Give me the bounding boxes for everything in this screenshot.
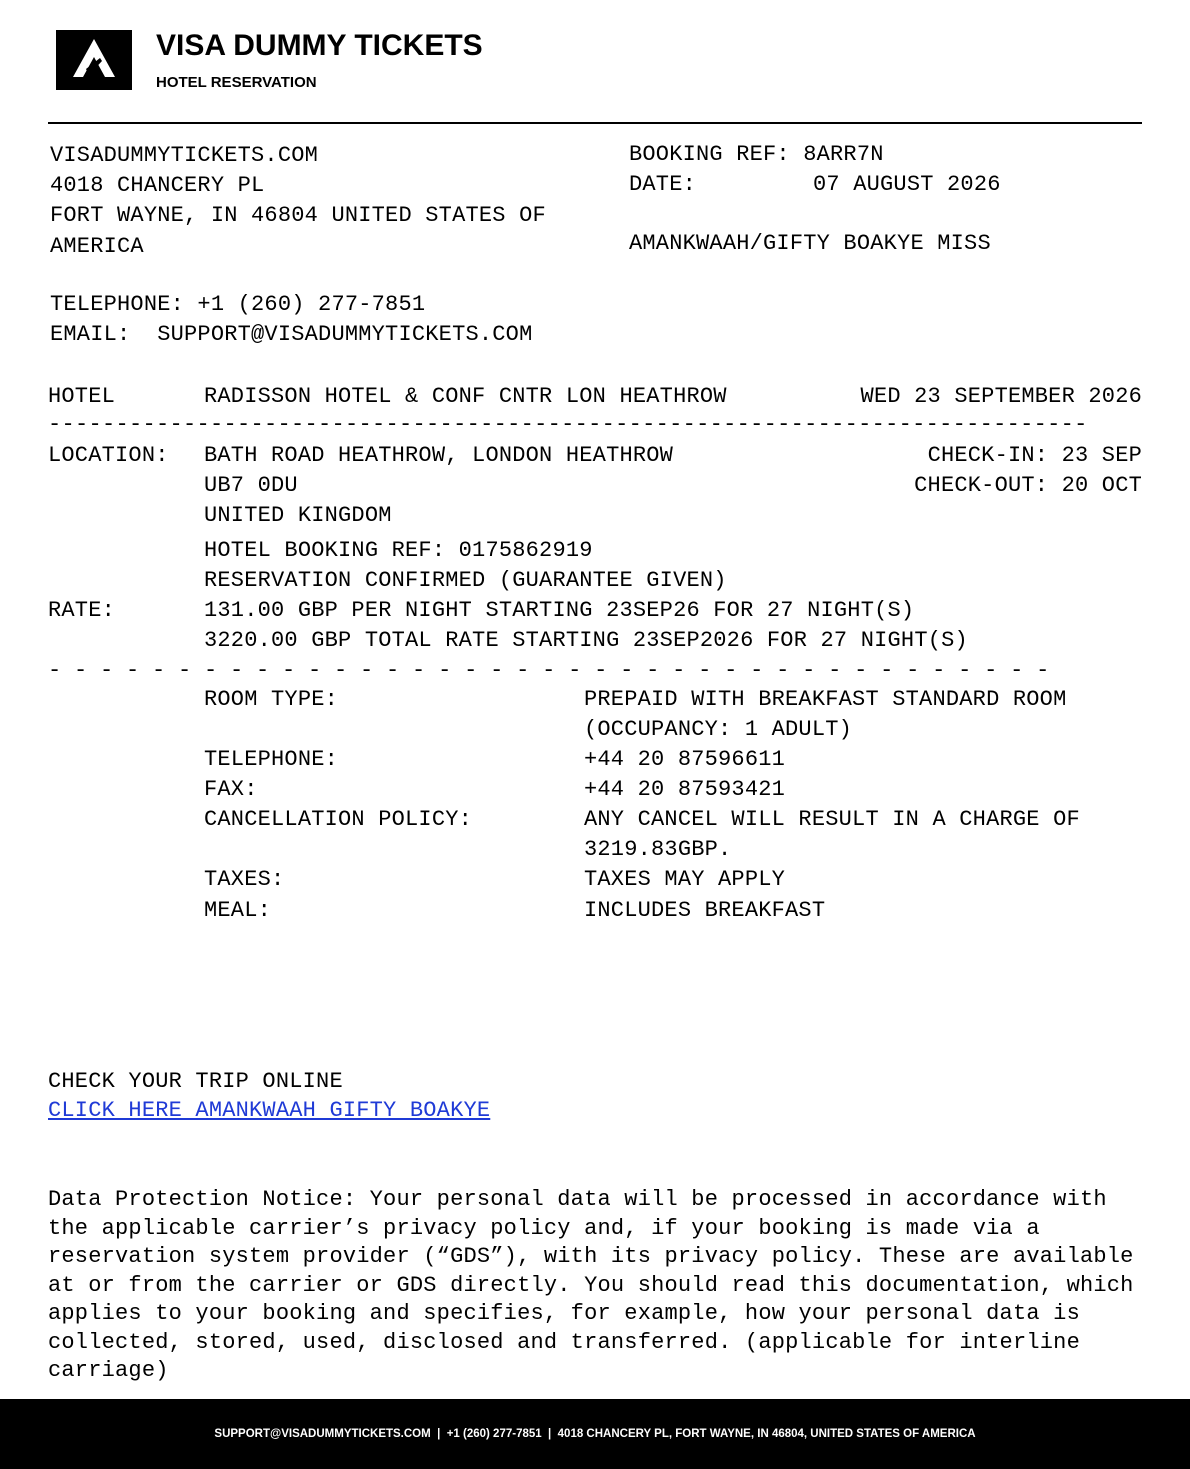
hotel-label: HOTEL: [48, 384, 116, 409]
hotel-divider: -----------------------------------------------------------------------------: [48, 412, 1088, 437]
agency-telephone: TELEPHONE: +1 (260) 277-7851: [50, 292, 426, 317]
header-divider: [48, 122, 1142, 124]
meal-label: MEAL:: [204, 898, 272, 923]
location-line3: UNITED KINGDOM: [204, 503, 392, 528]
meal-value: INCLUDES BREAKFAST: [584, 898, 826, 923]
cancellation-value: ANY CANCEL WILL RESULT IN A CHARGE OF: [584, 807, 1080, 832]
hotel-fax-label: FAX:: [204, 777, 258, 802]
booking-ref: BOOKING REF: 8ARR7N: [629, 142, 884, 167]
document-subtitle: HOTEL RESERVATION: [156, 74, 317, 91]
taxes-value: TAXES MAY APPLY: [584, 867, 786, 892]
hotel-date: WED 23 SEPTEMBER 2026: [860, 384, 1142, 409]
mountain-logo-icon: [56, 30, 132, 90]
cancellation-label: CANCELLATION POLICY:: [204, 807, 473, 832]
hotel-telephone-value: +44 20 87596611: [584, 747, 786, 772]
brand-logo: [56, 30, 132, 90]
check-in: CHECK-IN: 23 SEP: [927, 443, 1142, 468]
brand-title: VISA DUMMY TICKETS: [156, 29, 483, 62]
hotel-booking-ref: HOTEL BOOKING REF: 0175862919: [204, 538, 593, 563]
hotel-telephone-label: TELEPHONE:: [204, 747, 339, 772]
dashed-divider: - - - - - - - - - - - - - - - - - - - - - - - - - - - - - - - - - - - - - - -: [48, 658, 1050, 683]
agency-name: VISADUMMYTICKETS.COM: [50, 143, 319, 168]
cancellation-charge: 3219.83GBP.: [584, 837, 732, 862]
rate-total: 3220.00 GBP TOTAL RATE STARTING 23SEP2026 FOR 27 NIGHT(S): [204, 628, 968, 653]
agency-address-line1: 4018 CHANCERY PL: [50, 173, 265, 198]
location-label: LOCATION:: [48, 443, 169, 468]
room-occupancy: (OCCUPANCY: 1 ADULT): [584, 717, 853, 742]
agency-address-line2: FORT WAYNE, IN 46804 UNITED STATES OF: [50, 203, 546, 228]
agency-address-line3: AMERICA: [50, 234, 144, 259]
rate-label: RATE:: [48, 598, 116, 623]
room-type-label: ROOM TYPE:: [204, 687, 339, 712]
page-footer: [0, 1399, 1190, 1469]
check-out: CHECK-OUT: 20 OCT: [914, 473, 1142, 498]
hotel-fax-value: +44 20 87593421: [584, 777, 786, 802]
passenger-name: AMANKWAAH/GIFTY BOAKYE MISS: [629, 231, 991, 256]
footer-contact: SUPPORT@VISADUMMYTICKETS.COM | +1 (260) 277-7851 | 4018 CHANCERY PL, FORT WAYNE, IN 46804, UNITED STATES OF AMERICA: [214, 1428, 976, 1440]
room-type-value: PREPAID WITH BREAKFAST STANDARD ROOM: [584, 687, 1067, 712]
data-protection-notice: Data Protection Notice: Your personal data will be processed in accordance with the applicable carrier’s privacy policy and, if your booking is made via a reservation system provider (“GDS”), with its privacy policy. These are available at or from the carrier or GDS directly. You should read this documentation, which applies to your booking and specifies, for example, how your personal data is collected, stored, used, disclosed and transferred. (applicable for interline carriage): [48, 1187, 1134, 1383]
booking-date-value: 07 AUGUST 2026: [813, 172, 1001, 197]
trip-online-link[interactable]: CLICK HERE AMANKWAAH GIFTY BOAKYE: [48, 1098, 491, 1123]
booking-date-label: DATE:: [629, 172, 697, 197]
taxes-label: TAXES:: [204, 867, 285, 892]
location-line1: BATH ROAD HEATHROW, LONDON HEATHROW: [204, 443, 674, 468]
reservation-status: RESERVATION CONFIRMED (GUARANTEE GIVEN): [204, 568, 727, 593]
location-line2: UB7 0DU: [204, 473, 298, 498]
rate-per-night: 131.00 GBP PER NIGHT STARTING 23SEP26 FOR 27 NIGHT(S): [204, 598, 915, 623]
agency-email: EMAIL: SUPPORT@VISADUMMYTICKETS.COM: [50, 322, 533, 347]
check-trip-heading: CHECK YOUR TRIP ONLINE: [48, 1069, 343, 1094]
hotel-name: RADISSON HOTEL & CONF CNTR LON HEATHROW: [204, 384, 727, 409]
